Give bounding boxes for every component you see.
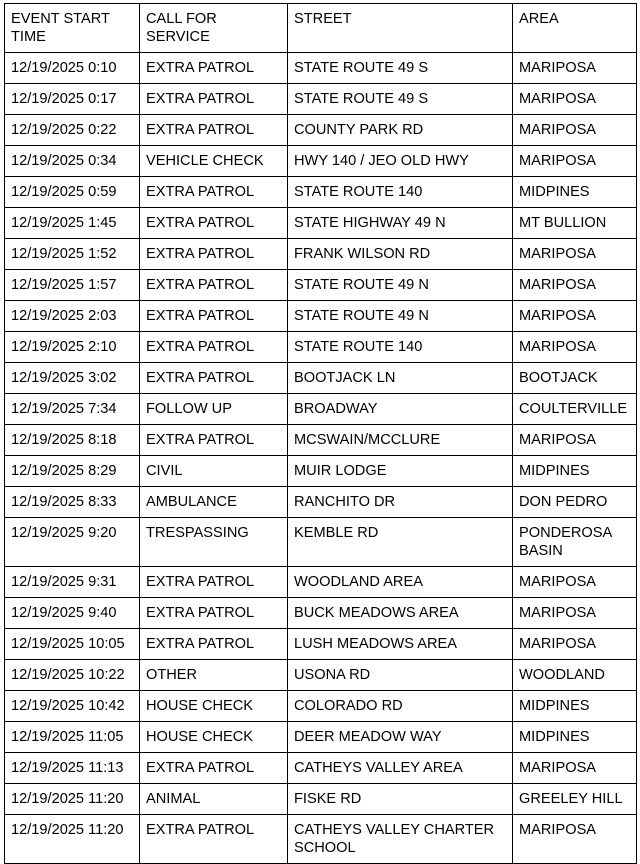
street-cell: STATE HIGHWAY 49 N xyxy=(288,208,513,239)
event-start-time-cell: 12/19/2025 8:29 xyxy=(5,456,140,487)
call-for-service-cell: ANIMAL xyxy=(140,784,288,815)
table-row xyxy=(5,456,637,487)
street-cell: USONA RD xyxy=(288,660,513,691)
street-cell: STATE ROUTE 49 S xyxy=(288,84,513,115)
event-start-time-cell: 12/19/2025 0:17 xyxy=(5,84,140,115)
street-cell: STATE ROUTE 49 N xyxy=(288,270,513,301)
street-cell: BROADWAY xyxy=(288,394,513,425)
event-start-time-cell: 12/19/2025 11:20 xyxy=(5,815,140,864)
call-for-service-cell: EXTRA PATROL xyxy=(140,115,288,146)
table-row xyxy=(5,487,637,518)
area-cell: MARIPOSA xyxy=(513,815,637,864)
event-start-time-cell: 12/19/2025 8:33 xyxy=(5,487,140,518)
table-row xyxy=(5,208,637,239)
street-cell: CATHEYS VALLEY CHARTER SCHOOL xyxy=(288,815,513,864)
event-start-time-cell: 12/19/2025 9:20 xyxy=(5,518,140,567)
call-for-service-cell: HOUSE CHECK xyxy=(140,691,288,722)
event-start-time-cell: 12/19/2025 10:42 xyxy=(5,691,140,722)
table-row xyxy=(5,115,637,146)
header-area: AREA xyxy=(513,4,637,53)
table-row xyxy=(5,598,637,629)
area-cell: MARIPOSA xyxy=(513,239,637,270)
event-start-time-cell: 12/19/2025 0:22 xyxy=(5,115,140,146)
table-row xyxy=(5,753,637,784)
call-for-service-cell: EXTRA PATROL xyxy=(140,177,288,208)
call-for-service-cell: EXTRA PATROL xyxy=(140,598,288,629)
street-cell: RANCHITO DR xyxy=(288,487,513,518)
street-cell: WOODLAND AREA xyxy=(288,567,513,598)
area-cell: MARIPOSA xyxy=(513,567,637,598)
call-for-service-cell: EXTRA PATROL xyxy=(140,363,288,394)
street-cell: STATE ROUTE 140 xyxy=(288,332,513,363)
area-cell: WOODLAND xyxy=(513,660,637,691)
call-for-service-cell: EXTRA PATROL xyxy=(140,753,288,784)
header-event-start-time: EVENT START TIME xyxy=(5,4,140,53)
table-row xyxy=(5,722,637,753)
call-for-service-cell: AMBULANCE xyxy=(140,487,288,518)
area-cell: BOOTJACK xyxy=(513,363,637,394)
table-row xyxy=(5,177,637,208)
area-cell: MARIPOSA xyxy=(513,84,637,115)
call-for-service-cell: EXTRA PATROL xyxy=(140,270,288,301)
street-cell: COUNTY PARK RD xyxy=(288,115,513,146)
area-cell: MARIPOSA xyxy=(513,629,637,660)
table-row xyxy=(5,146,637,177)
header-call-for-service: CALL FOR SERVICE xyxy=(140,4,288,53)
table-row xyxy=(5,239,637,270)
event-start-time-cell: 12/19/2025 1:57 xyxy=(5,270,140,301)
call-for-service-cell: EXTRA PATROL xyxy=(140,425,288,456)
event-start-time-cell: 12/19/2025 2:10 xyxy=(5,332,140,363)
table-row xyxy=(5,784,637,815)
street-cell: LUSH MEADOWS AREA xyxy=(288,629,513,660)
area-cell: MARIPOSA xyxy=(513,332,637,363)
street-cell: MUIR LODGE xyxy=(288,456,513,487)
area-cell: MIDPINES xyxy=(513,722,637,753)
call-for-service-cell: FOLLOW UP xyxy=(140,394,288,425)
area-cell: DON PEDRO xyxy=(513,487,637,518)
table-row xyxy=(5,270,637,301)
area-cell: MARIPOSA xyxy=(513,146,637,177)
street-cell: COLORADO RD xyxy=(288,691,513,722)
event-start-time-cell: 12/19/2025 11:20 xyxy=(5,784,140,815)
area-cell: MARIPOSA xyxy=(513,598,637,629)
table-row xyxy=(5,332,637,363)
event-start-time-cell: 12/19/2025 1:52 xyxy=(5,239,140,270)
event-start-time-cell: 12/19/2025 3:02 xyxy=(5,363,140,394)
street-cell: STATE ROUTE 49 S xyxy=(288,53,513,84)
table-row xyxy=(5,567,637,598)
street-cell: FISKE RD xyxy=(288,784,513,815)
table-row xyxy=(5,660,637,691)
call-for-service-cell: HOUSE CHECK xyxy=(140,722,288,753)
event-start-time-cell: 12/19/2025 1:45 xyxy=(5,208,140,239)
event-start-time-cell: 12/19/2025 9:31 xyxy=(5,567,140,598)
call-for-service-cell: EXTRA PATROL xyxy=(140,208,288,239)
call-for-service-cell: OTHER xyxy=(140,660,288,691)
event-start-time-cell: 12/19/2025 8:18 xyxy=(5,425,140,456)
table-row xyxy=(5,363,637,394)
area-cell: COULTERVILLE xyxy=(513,394,637,425)
area-cell: PONDEROSA BASIN xyxy=(513,518,637,567)
street-cell: MCSWAIN/MCCLURE xyxy=(288,425,513,456)
area-cell: MARIPOSA xyxy=(513,270,637,301)
event-start-time-cell: 12/19/2025 2:03 xyxy=(5,301,140,332)
street-cell: KEMBLE RD xyxy=(288,518,513,567)
call-log-table xyxy=(4,3,637,864)
area-cell: MIDPINES xyxy=(513,456,637,487)
area-cell: MARIPOSA xyxy=(513,115,637,146)
street-cell: DEER MEADOW WAY xyxy=(288,722,513,753)
table-row xyxy=(5,301,637,332)
area-cell: MIDPINES xyxy=(513,177,637,208)
call-log-body xyxy=(5,53,637,864)
header-street: STREET xyxy=(288,4,513,53)
area-cell: MARIPOSA xyxy=(513,53,637,84)
street-cell: STATE ROUTE 49 N xyxy=(288,301,513,332)
street-cell: CATHEYS VALLEY AREA xyxy=(288,753,513,784)
call-for-service-cell: EXTRA PATROL xyxy=(140,567,288,598)
call-for-service-cell: CIVIL xyxy=(140,456,288,487)
area-cell: MARIPOSA xyxy=(513,425,637,456)
table-row xyxy=(5,691,637,722)
street-cell: BOOTJACK LN xyxy=(288,363,513,394)
area-cell: MIDPINES xyxy=(513,691,637,722)
call-for-service-cell: EXTRA PATROL xyxy=(140,301,288,332)
area-cell: MARIPOSA xyxy=(513,753,637,784)
call-for-service-cell: EXTRA PATROL xyxy=(140,53,288,84)
call-for-service-cell: VEHICLE CHECK xyxy=(140,146,288,177)
event-start-time-cell: 12/19/2025 0:10 xyxy=(5,53,140,84)
event-start-time-cell: 12/19/2025 0:34 xyxy=(5,146,140,177)
area-cell: MT BULLION xyxy=(513,208,637,239)
call-for-service-cell: EXTRA PATROL xyxy=(140,239,288,270)
event-start-time-cell: 12/19/2025 9:40 xyxy=(5,598,140,629)
call-for-service-cell: TRESPASSING xyxy=(140,518,288,567)
header-row xyxy=(5,4,637,53)
street-cell: STATE ROUTE 140 xyxy=(288,177,513,208)
table-row xyxy=(5,84,637,115)
street-cell: HWY 140 / JEO OLD HWY xyxy=(288,146,513,177)
call-for-service-cell: EXTRA PATROL xyxy=(140,629,288,660)
street-cell: FRANK WILSON RD xyxy=(288,239,513,270)
call-for-service-cell: EXTRA PATROL xyxy=(140,84,288,115)
table-row xyxy=(5,425,637,456)
event-start-time-cell: 12/19/2025 10:05 xyxy=(5,629,140,660)
table-row xyxy=(5,518,637,567)
table-row xyxy=(5,815,637,864)
event-start-time-cell: 12/19/2025 11:05 xyxy=(5,722,140,753)
area-cell: MARIPOSA xyxy=(513,301,637,332)
event-start-time-cell: 12/19/2025 7:34 xyxy=(5,394,140,425)
call-for-service-cell: EXTRA PATROL xyxy=(140,332,288,363)
event-start-time-cell: 12/19/2025 10:22 xyxy=(5,660,140,691)
event-start-time-cell: 12/19/2025 11:13 xyxy=(5,753,140,784)
table-row xyxy=(5,53,637,84)
table-row xyxy=(5,394,637,425)
table-row xyxy=(5,629,637,660)
event-start-time-cell: 12/19/2025 0:59 xyxy=(5,177,140,208)
call-for-service-cell: EXTRA PATROL xyxy=(140,815,288,864)
street-cell: BUCK MEADOWS AREA xyxy=(288,598,513,629)
area-cell: GREELEY HILL xyxy=(513,784,637,815)
